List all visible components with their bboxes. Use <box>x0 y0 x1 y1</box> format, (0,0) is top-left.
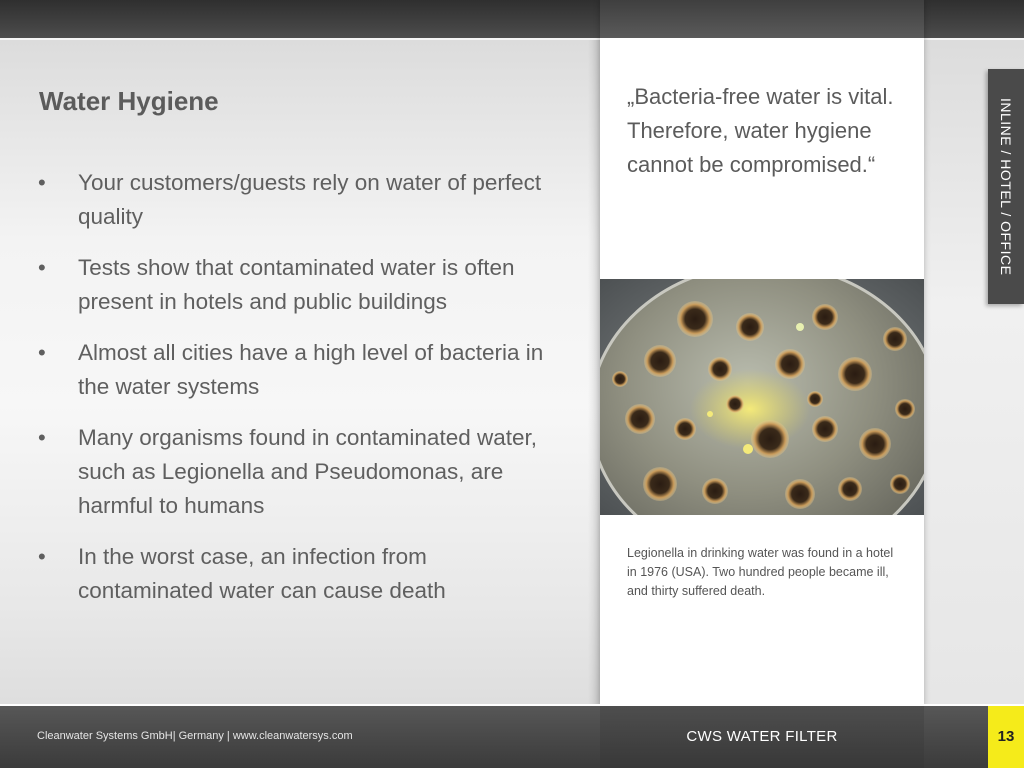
card-top-band <box>600 0 924 38</box>
bullet-item <box>38 421 558 523</box>
bullet-item <box>38 540 558 608</box>
slide-title: Water Hygiene <box>39 86 219 116</box>
bullet-item <box>38 251 558 319</box>
page-number: 13 <box>997 728 1015 745</box>
section-tab <box>988 69 1024 304</box>
bullet-item <box>38 166 558 234</box>
page-number-badge <box>988 706 1024 768</box>
bullet-text: In the worst case, an infection from contaminated water can cause death <box>78 544 446 603</box>
bullet-text: Tests show that contaminated water is often present in hotels and public buildings <box>78 255 515 314</box>
footer-company-info: Cleanwater Systems GmbH| Germany | www.cleanwatersys.com <box>37 730 353 742</box>
bullet-list <box>38 166 558 625</box>
bullet-text: Almost all cities have a high level of bacteria in the water systems <box>78 340 544 399</box>
sidebar-quote: „Bacteria-free water is vital. Therefore, water hygiene cannot be compromised.“ <box>627 84 894 177</box>
panel-shadow <box>588 40 600 704</box>
bullet-marker: • <box>38 425 46 450</box>
bullet-marker: • <box>38 544 46 569</box>
image-caption: Legionella in drinking water was found in a hotel in 1976 (USA). Two hundred people became ill, and thirty suffered death. <box>627 546 894 598</box>
footer-product-name: CWS WATER FILTER <box>686 728 838 745</box>
bullet-marker: • <box>38 255 46 280</box>
petri-dish-image <box>600 279 924 515</box>
sidebar-card <box>600 0 924 706</box>
bullet-item <box>38 336 558 404</box>
footer-product-band <box>600 706 924 768</box>
bullet-marker: • <box>38 340 46 365</box>
bullet-marker: • <box>38 170 46 195</box>
section-tab-label: INLINE / HOTEL / OFFICE <box>998 97 1014 276</box>
bullet-text: Many organisms found in contaminated water, such as Legionella and Pseudomonas, are harmful to humans <box>78 425 537 518</box>
petri-dish-illustration <box>600 279 924 515</box>
footer-bar <box>0 706 1024 768</box>
bullet-text: Your customers/guests rely on water of perfect quality <box>78 170 542 229</box>
